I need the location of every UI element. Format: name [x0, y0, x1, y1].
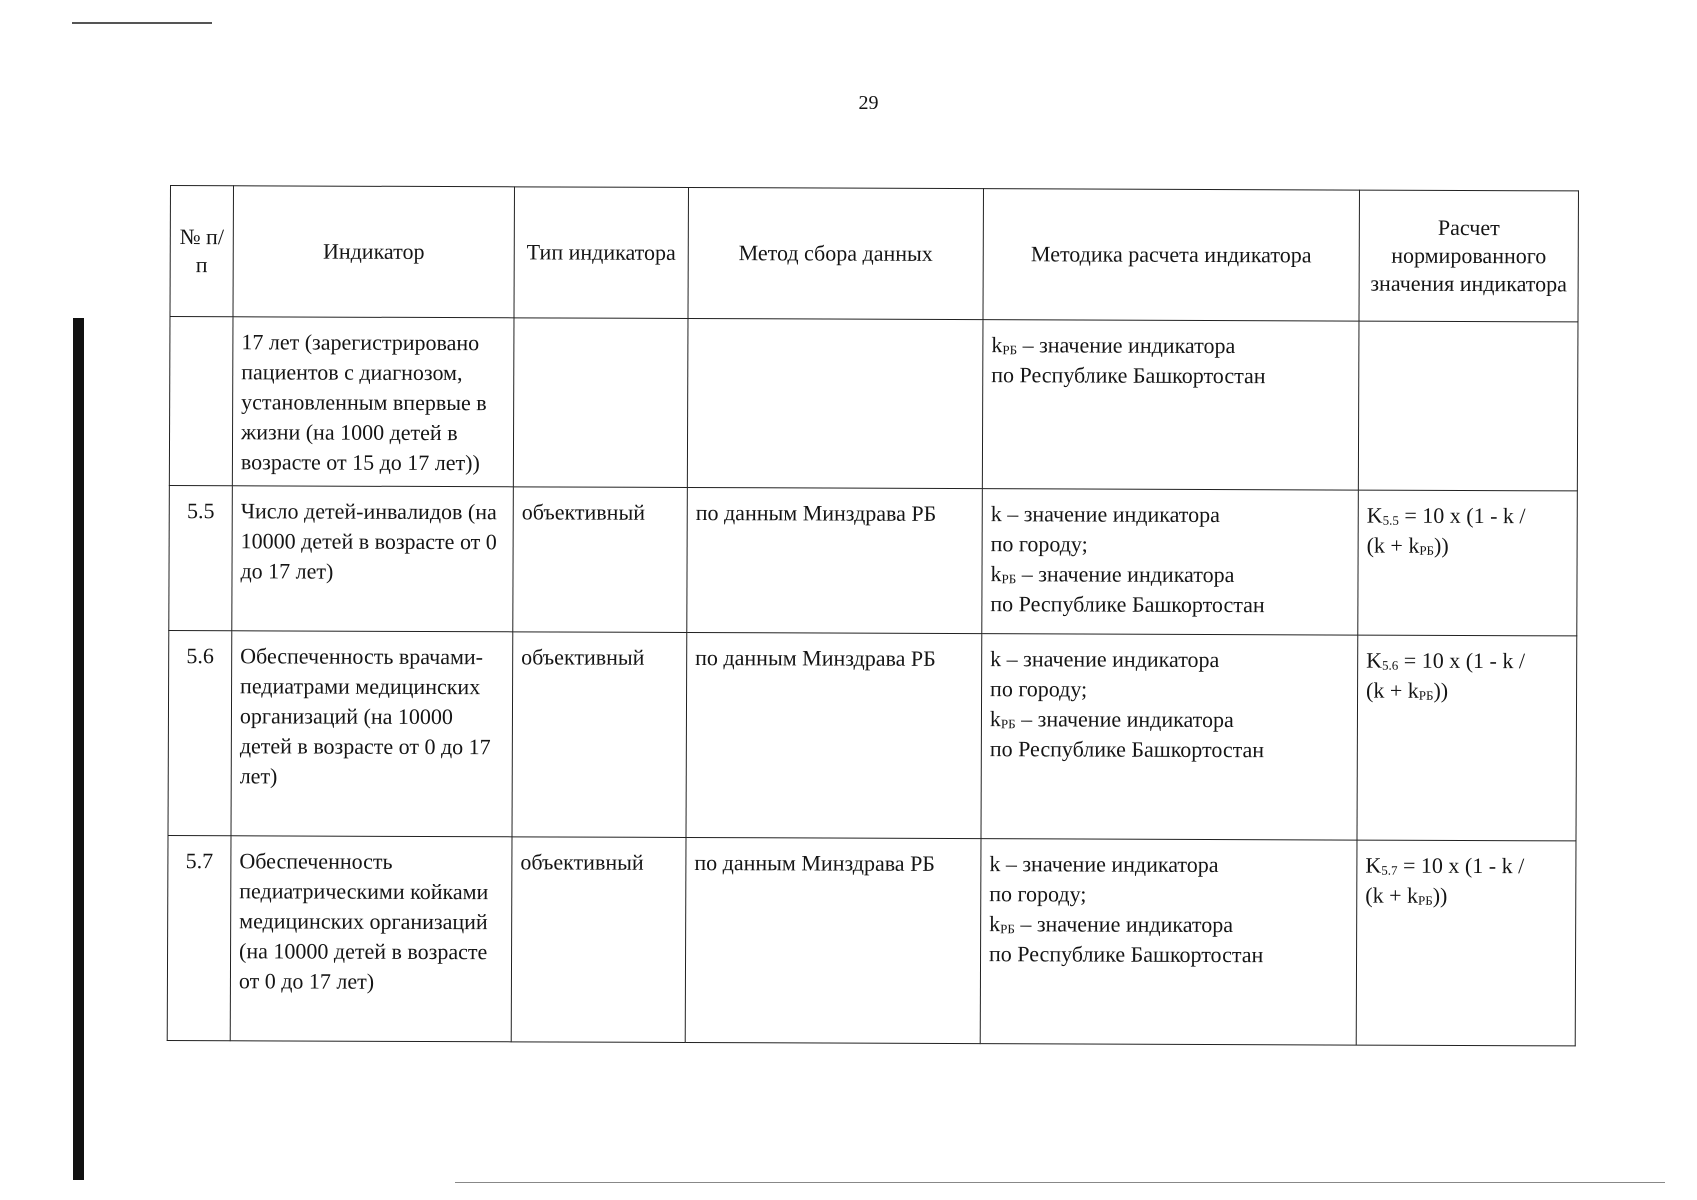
formula-line: $K_{5.5} = 10$ x (1 - k / — [1366, 502, 1526, 529]
indicators-table — [167, 185, 1579, 1046]
calc-line: $k_{РБ}$ – значение индикатора — [989, 911, 1234, 938]
header-indicator: Индикатор — [233, 186, 515, 318]
formula-line: $(k + k_{РБ})$) — [1366, 532, 1449, 558]
row-type: объективный — [511, 837, 686, 1043]
row-calculation — [980, 839, 1357, 1045]
header-normalized: Расчет нормированного значения индикатора — [1359, 190, 1579, 322]
row-type: объективный — [512, 632, 687, 838]
row-normalized — [1356, 840, 1576, 1046]
header-calculation: Методика расчета индикатора — [983, 189, 1360, 321]
row-num: 5.6 — [168, 630, 232, 835]
row-num: 5.7 — [167, 835, 231, 1040]
row-type — [513, 318, 688, 488]
calc-line: k – значение индикатора — [990, 501, 1220, 528]
formula-line: $(k + k_{РБ})$) — [1365, 882, 1448, 908]
formula-line: $K_{5.6} = 10$ x (1 - k / — [1366, 647, 1526, 674]
row-method: по данным Минздрава РБ — [685, 837, 981, 1043]
scan-edge-line-top — [72, 22, 212, 24]
formula-line: $K_{5.7} = 10$ x (1 - k / — [1365, 852, 1525, 879]
row-normalized — [1357, 635, 1577, 841]
table-row — [169, 485, 1578, 635]
header-type: Тип индикатора — [514, 187, 689, 319]
row-indicator: Число детей-инвалидов (на 10000 детей в возрасте от 0 до 17 лет) — [232, 486, 514, 632]
calc-line: по городу; — [990, 531, 1088, 557]
row-normalized — [1358, 490, 1578, 636]
table-row — [169, 317, 1578, 491]
calc-line: по Республике Башкортостан — [989, 736, 1265, 763]
header-method: Метод сбора данных — [688, 187, 984, 319]
row-indicator: Обеспеченность врачами-педиатрами медицинских организаций (на 10000 детей в возрасте от 0 до 17 лет) — [231, 631, 513, 837]
row-num — [169, 317, 233, 486]
calc-line: по городу; — [990, 676, 1088, 702]
calc-line: $k_{РБ}$ – значение индикатора — [990, 561, 1235, 588]
row-indicator: 17 лет (зарегистрировано пациентов с диагнозом, установленным впервые в жизни (на 1000 детей в возрасте от 15 до 17 лет)) — [232, 317, 514, 487]
scan-edge-line-bottom — [455, 1182, 1665, 1183]
formula-line: $(k + k_{РБ})$) — [1366, 677, 1449, 703]
calc-line: по Республике Башкортостан — [989, 941, 1264, 968]
row-method: по данным Минздрава РБ — [687, 487, 983, 633]
calc-line: k – значение индикатора — [990, 646, 1220, 673]
row-method: по данным Минздрава РБ — [686, 632, 982, 838]
row-num: 5.5 — [169, 485, 233, 630]
row-method — [687, 318, 983, 488]
row-calculation — [982, 489, 1359, 635]
row-calculation — [981, 634, 1358, 840]
calc-line: по Республике Башкортостан — [991, 362, 1266, 389]
table-row — [167, 835, 1576, 1045]
scan-edge-bar-left — [73, 318, 84, 1180]
row-indicator: Обеспеченность педиатрическими койками медицинских организаций (на 10000 детей в возрасте от 0 до 17 лет) — [230, 836, 512, 1042]
header-num: № п/п — [170, 186, 234, 317]
row-calculation — [982, 320, 1359, 490]
calc-line: по Республике Башкортостан — [990, 591, 1265, 618]
calc-line: $k_{РБ}$ – значение индикатора — [989, 706, 1234, 733]
calc-line: $k_{РБ}$ – значение индикатора — [991, 332, 1236, 359]
page-number: 29 — [858, 92, 879, 114]
row-normalized — [1358, 321, 1578, 491]
table-row — [168, 630, 1577, 840]
calc-line: по городу; — [989, 881, 1087, 907]
table-header-row — [170, 186, 1578, 322]
calc-line: k – значение индикатора — [989, 851, 1219, 878]
row-type: объективный — [513, 487, 688, 633]
